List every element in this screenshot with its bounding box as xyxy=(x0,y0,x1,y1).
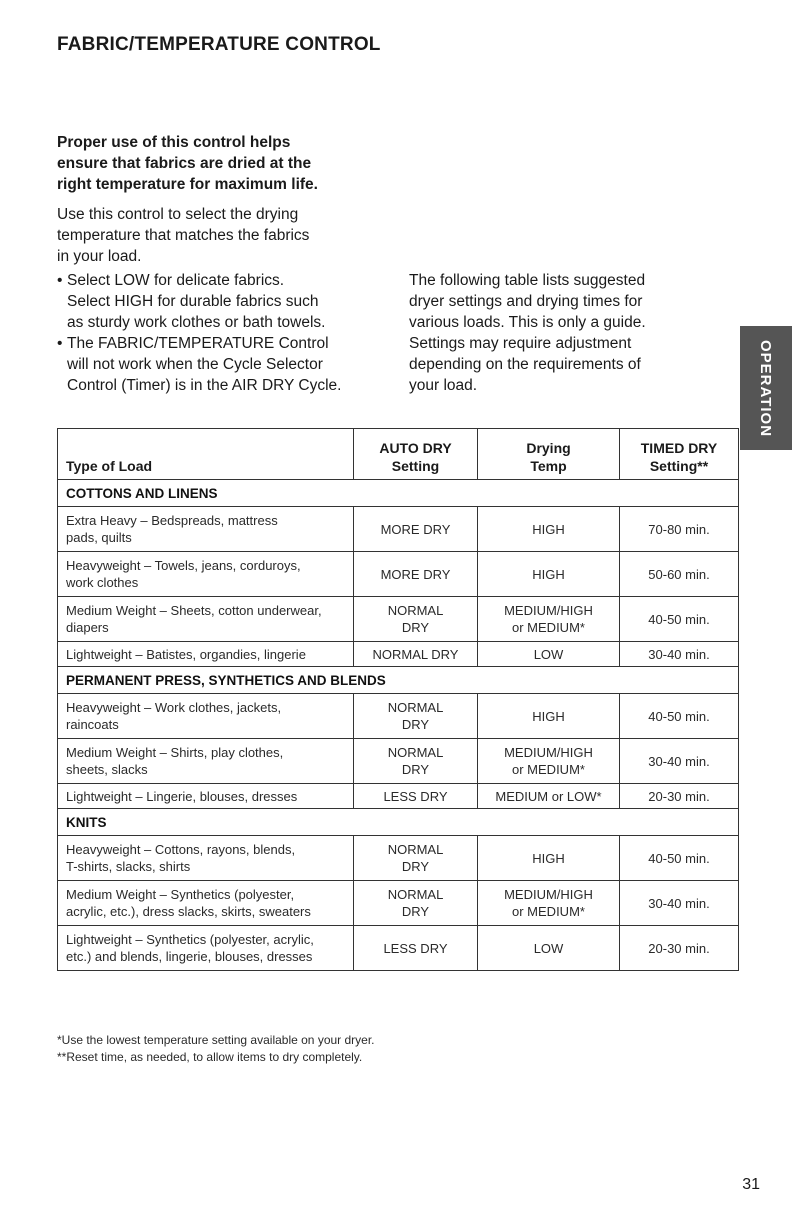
table-intro-paragraph xyxy=(409,270,709,396)
bullet-line: as sturdy work clothes or bath towels. xyxy=(67,314,326,331)
load-line: Lightweight – Lingerie, blouses, dresses xyxy=(66,788,298,804)
time-cell: 20-30 min. xyxy=(620,784,739,809)
table-row xyxy=(58,642,739,667)
intro-bold-line: ensure that fabrics are dried at the xyxy=(57,155,312,172)
section-side-tab xyxy=(740,326,792,450)
section-row xyxy=(58,667,739,694)
table-row xyxy=(58,552,739,597)
load-line: Lightweight – Batistes, organdies, lingerie xyxy=(66,646,306,662)
temp-line: HIGH xyxy=(532,566,565,582)
page-number: 31 xyxy=(742,1176,760,1193)
temp-cell xyxy=(478,836,620,881)
time-cell: 20-30 min. xyxy=(620,926,739,971)
temp-line: or MEDIUM* xyxy=(512,904,585,919)
table-row xyxy=(58,926,739,971)
load-cell xyxy=(58,507,354,552)
load-line: Medium Weight – Shirts, play clothes, xyxy=(66,745,284,760)
header-line: Setting xyxy=(391,458,440,474)
auto-dry-cell xyxy=(354,836,478,881)
load-cell xyxy=(58,694,354,739)
footnotes xyxy=(57,1032,375,1066)
footnote: *Use the lowest temperature setting available on your dryer. xyxy=(57,1033,375,1047)
header-line: TIMED DRY xyxy=(640,440,718,456)
load-cell xyxy=(58,552,354,597)
section-row xyxy=(58,480,739,507)
auto-dry-cell xyxy=(354,926,478,971)
temp-line: or MEDIUM* xyxy=(512,620,585,635)
load-line: Lightweight – Synthetics (polyester, acrylic, xyxy=(66,932,314,947)
paragraph-line: your load. xyxy=(409,377,478,394)
table-row xyxy=(58,507,739,552)
load-line: acrylic, etc.), dress slacks, skirts, sweaters xyxy=(66,904,311,919)
table-row xyxy=(58,694,739,739)
auto-dry-cell xyxy=(354,507,478,552)
auto-line: NORMAL DRY xyxy=(372,646,459,662)
side-tab-label: OPERATION xyxy=(757,339,775,437)
auto-dry-cell xyxy=(354,739,478,784)
temp-cell xyxy=(478,739,620,784)
section-title: KNITS xyxy=(58,809,739,836)
load-line: pads, quilts xyxy=(66,530,132,545)
paragraph-line: Settings may require adjustment xyxy=(409,335,632,352)
temp-line: or MEDIUM* xyxy=(512,762,585,777)
temp-line: LOW xyxy=(533,940,564,956)
paragraph-line: The following table lists suggested xyxy=(409,272,646,289)
temp-cell xyxy=(478,507,620,552)
auto-line: NORMAL xyxy=(387,603,444,618)
auto-line: DRY xyxy=(401,717,430,732)
load-line: diapers xyxy=(66,620,109,635)
auto-dry-cell xyxy=(354,642,478,667)
time-cell: 30-40 min. xyxy=(620,642,739,667)
footnote: **Reset time, as needed, to allow items to dry completely. xyxy=(57,1050,363,1064)
page-title: FABRIC/TEMPERATURE CONTROL xyxy=(57,34,381,55)
auto-dry-cell xyxy=(354,881,478,926)
auto-line: LESS DRY xyxy=(383,788,448,804)
temp-line: MEDIUM/HIGH xyxy=(504,887,593,902)
load-line: Medium Weight – Synthetics (polyester, xyxy=(66,887,295,902)
load-cell xyxy=(58,836,354,881)
auto-dry-cell xyxy=(354,597,478,642)
load-line: work clothes xyxy=(66,575,139,590)
temp-line: HIGH xyxy=(532,708,565,724)
auto-line: NORMAL xyxy=(387,700,444,715)
auto-line: DRY xyxy=(401,620,430,635)
intro-bold-text xyxy=(57,132,387,195)
temp-line: HIGH xyxy=(532,521,565,537)
time-cell: 30-40 min. xyxy=(620,881,739,926)
header-timed-dry xyxy=(620,429,739,480)
auto-dry-cell xyxy=(354,552,478,597)
auto-line: NORMAL xyxy=(387,887,444,902)
paragraph-line: dryer settings and drying times for xyxy=(409,293,643,310)
auto-line: LESS DRY xyxy=(383,940,448,956)
temp-line: HIGH xyxy=(532,850,565,866)
load-cell xyxy=(58,642,354,667)
time-cell: 50-60 min. xyxy=(620,552,739,597)
load-line: sheets, slacks xyxy=(66,762,148,777)
intro-bold-line: Proper use of this control helps xyxy=(57,134,291,151)
drying-guide-table xyxy=(57,428,739,971)
paragraph-line: various loads. This is only a guide. xyxy=(409,314,646,331)
load-cell xyxy=(58,597,354,642)
load-line: raincoats xyxy=(66,717,119,732)
auto-line: NORMAL xyxy=(387,842,444,857)
bullet-line: Control (Timer) is in the AIR DRY Cycle. xyxy=(67,377,342,394)
temp-line: MEDIUM/HIGH xyxy=(504,745,593,760)
auto-line: DRY xyxy=(401,859,430,874)
header-line: AUTO DRY xyxy=(379,440,452,456)
load-cell xyxy=(58,784,354,809)
intro-body-line: temperature that matches the fabrics xyxy=(57,227,310,244)
table-row xyxy=(58,881,739,926)
auto-dry-cell xyxy=(354,694,478,739)
temp-cell xyxy=(478,926,620,971)
intro-body-line: Use this control to select the drying xyxy=(57,206,299,223)
load-line: Heavyweight – Work clothes, jackets, xyxy=(66,700,282,715)
temp-line: MEDIUM/HIGH xyxy=(504,603,593,618)
auto-line: DRY xyxy=(401,762,430,777)
header-auto-dry xyxy=(354,429,478,480)
time-cell: 70-80 min. xyxy=(620,507,739,552)
auto-line: NORMAL xyxy=(387,745,444,760)
bullet-line: • Select LOW for delicate fabrics. xyxy=(67,272,285,289)
temp-cell xyxy=(478,552,620,597)
time-cell: 40-50 min. xyxy=(620,597,739,642)
intro-body-text xyxy=(57,204,387,267)
auto-line: MORE DRY xyxy=(380,521,451,537)
table-row xyxy=(58,739,739,784)
bullet-line: Select HIGH for durable fabrics such xyxy=(67,293,319,310)
load-line: Heavyweight – Cottons, rayons, blends, xyxy=(66,842,296,857)
auto-dry-cell xyxy=(354,784,478,809)
intro-bold-line: right temperature for maximum life. xyxy=(57,176,318,193)
bullet-list xyxy=(57,270,397,396)
load-line: etc.) and blends, lingerie, blouses, dresses xyxy=(66,949,313,964)
load-cell xyxy=(58,881,354,926)
intro-body-line: in your load. xyxy=(57,248,142,265)
time-cell: 30-40 min. xyxy=(620,739,739,784)
header-drying-temp xyxy=(478,429,620,480)
header-type-of-load: Type of Load xyxy=(58,429,354,480)
header-line: Temp xyxy=(530,458,567,474)
auto-line: MORE DRY xyxy=(380,566,451,582)
load-line: Heavyweight – Towels, jeans, corduroys, xyxy=(66,558,301,573)
bullet-line: • The FABRIC/TEMPERATURE Control xyxy=(67,335,329,352)
load-cell xyxy=(58,926,354,971)
auto-line: DRY xyxy=(401,904,430,919)
temp-line: MEDIUM or LOW* xyxy=(495,788,602,804)
bullet-item xyxy=(57,270,397,333)
temp-cell xyxy=(478,642,620,667)
bullet-item xyxy=(57,333,397,396)
section-row xyxy=(58,809,739,836)
temp-cell xyxy=(478,597,620,642)
temp-cell xyxy=(478,881,620,926)
load-cell xyxy=(58,739,354,784)
table-row xyxy=(58,784,739,809)
time-cell: 40-50 min. xyxy=(620,694,739,739)
header-line: Setting** xyxy=(649,458,709,474)
table-row xyxy=(58,597,739,642)
table-header-row xyxy=(58,429,739,480)
table-row xyxy=(58,836,739,881)
section-title: PERMANENT PRESS, SYNTHETICS AND BLENDS xyxy=(58,667,739,694)
bullet-line: will not work when the Cycle Selector xyxy=(67,356,323,373)
header-line: Drying xyxy=(526,440,571,456)
load-line: T-shirts, slacks, shirts xyxy=(66,859,191,874)
section-title: COTTONS AND LINENS xyxy=(58,480,739,507)
temp-line: LOW xyxy=(533,646,564,662)
load-line: Medium Weight – Sheets, cotton underwear, xyxy=(66,603,322,618)
paragraph-line: depending on the requirements of xyxy=(409,356,641,373)
time-cell: 40-50 min. xyxy=(620,836,739,881)
temp-cell xyxy=(478,784,620,809)
load-line: Extra Heavy – Bedspreads, mattress xyxy=(66,513,278,528)
temp-cell xyxy=(478,694,620,739)
